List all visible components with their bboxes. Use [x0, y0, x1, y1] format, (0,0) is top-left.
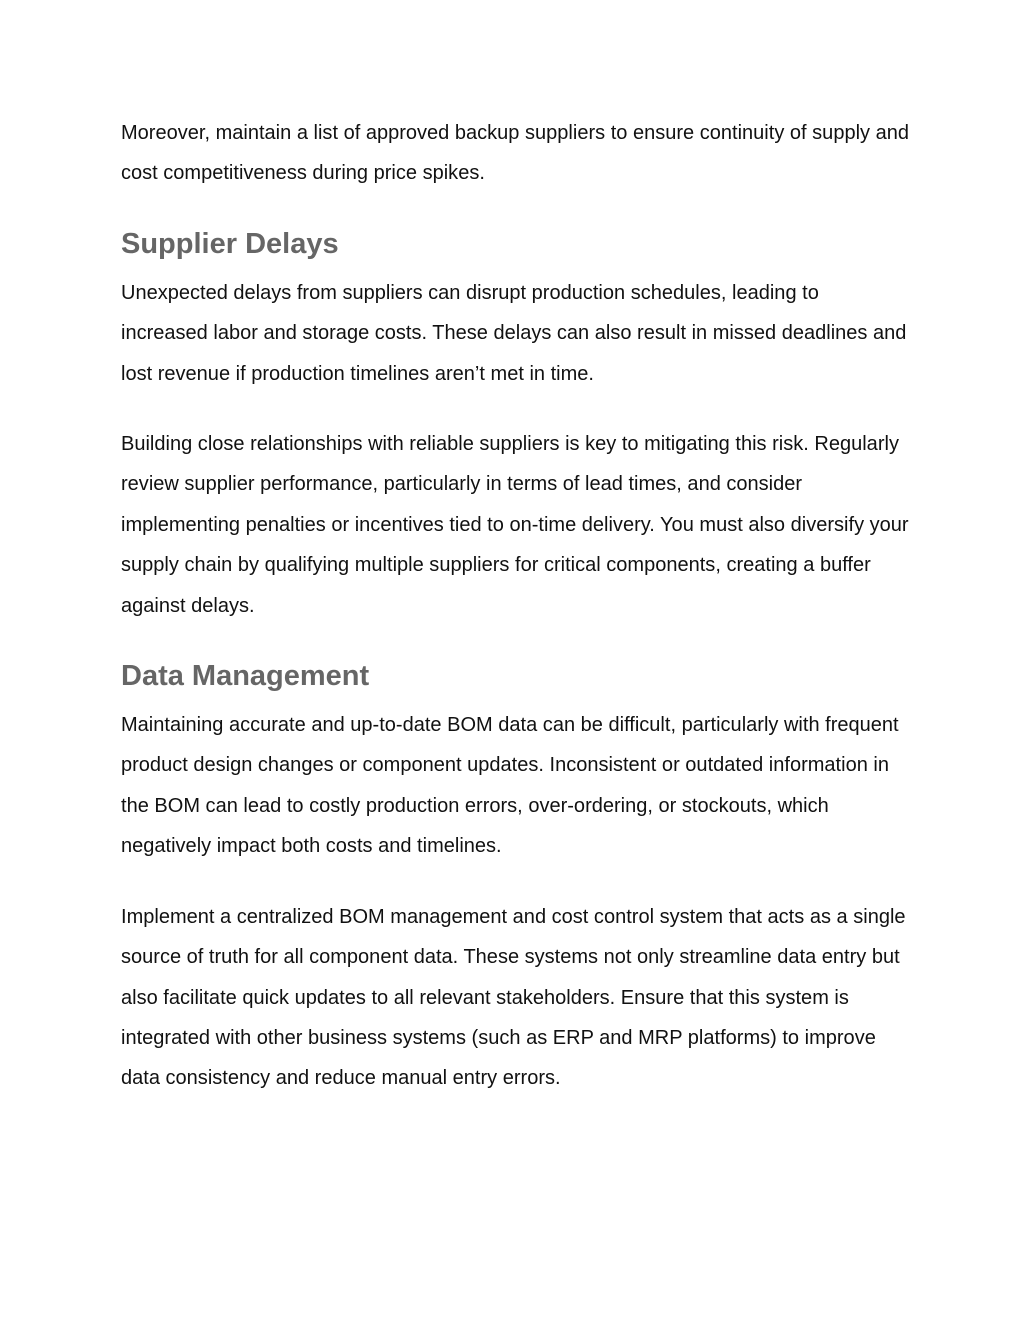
data-management-section [121, 656, 911, 1099]
supplier-delays-heading: Supplier Delays [121, 227, 339, 260]
data-management-heading: Data Management [121, 660, 370, 693]
supplier-delays-paragraph-2: Building close relationships with reliable suppliers is key to mitigating this risk. Regularly review supplier performance, particularly in terms of lead times, and consider implementing penalties or incentives tied to on-time delivery. You must also diversify your supply chain by qualifying multiple suppliers for critical components, creating a buffer against delays. [121, 433, 909, 617]
data-management-paragraph-2: Implement a centralized BOM management and cost control system that acts as a single source of truth for all component data. These systems not only streamline data entry but also facilitate quick updates to all relevant stakeholders. Ensure that this system is integrated with other business systems (such as ERP and MRP platforms) to improve data consistency and reduce manual entry errors. [121, 905, 906, 1090]
supplier-delays-paragraph-1: Unexpected delays from suppliers can disrupt production schedules, leading to increased labor and storage costs. These delays can also result in missed deadlines and lost revenue if production timelines aren’t met in time. [121, 281, 907, 385]
document-page [121, 113, 911, 1099]
data-management-paragraph-1: Maintaining accurate and up-to-date BOM data can be difficult, particularly with frequent product design changes or component updates. Inconsistent or outdated information in the BOM can lead to costly production errors, over-ordering, or stockouts, which negatively impact both costs and timelines. [121, 714, 899, 858]
supplier-delays-section [121, 224, 911, 626]
intro-paragraph: Moreover, maintain a list of approved backup suppliers to ensure continuity of supply and cost competitiveness during price spikes. [121, 122, 910, 185]
